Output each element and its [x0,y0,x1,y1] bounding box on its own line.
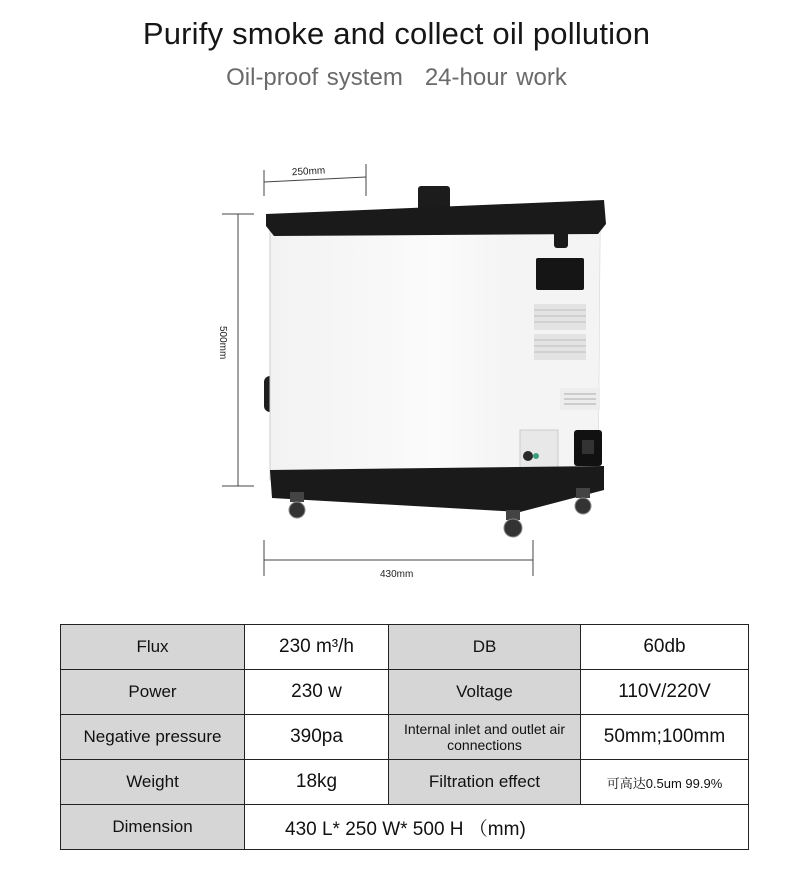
latch [554,212,568,248]
table-row [61,715,749,760]
height-label: 500mm [217,326,228,360]
spec-value: 可高达0.5um 99.9% [581,760,749,805]
subtitle-24-hour: 24-hour work [424,64,567,91]
spec-label: DB [389,625,581,670]
spec-label: Flux [61,625,245,670]
length-label: 430mm [380,569,414,580]
spec-label: Voltage [389,670,581,715]
table-row [61,670,749,715]
spec-value: 60db [581,625,749,670]
page-subtitle [0,64,793,92]
spec-label: Filtration effect [389,760,581,805]
spec-label: Weight [61,760,245,805]
spec-value: 110V/220V [581,670,749,715]
width-dimension [264,164,366,196]
spec-value: 18kg [245,760,389,805]
width-label: 250mm [291,165,326,179]
dimension-label: Dimension [61,805,245,850]
height-dimension [217,214,254,486]
spec-label: Internal inlet and outlet air connections [389,715,581,760]
spec-value: 230 w [245,670,389,715]
length-dimension [264,540,533,580]
handle-slot [536,258,584,290]
spec-label: Power [61,670,245,715]
control-knob [523,451,533,461]
spec-value: 390pa [245,715,389,760]
dimension-value: 430 L* 250 W* 500 H （mm) [245,805,749,850]
base-frame [270,466,604,512]
table-row [61,805,749,850]
spec-value: 230 m³/h [245,625,389,670]
table-row [61,760,749,805]
spec-value: 50mm;100mm [581,715,749,760]
product-image [200,150,640,590]
subtitle-oil-proof: Oil-proof system [226,64,403,91]
spec-table [60,624,749,850]
table-row [61,625,749,670]
page-title: Purify smoke and collect oil pollution [142,16,651,51]
spec-label: Negative pressure [61,715,245,760]
